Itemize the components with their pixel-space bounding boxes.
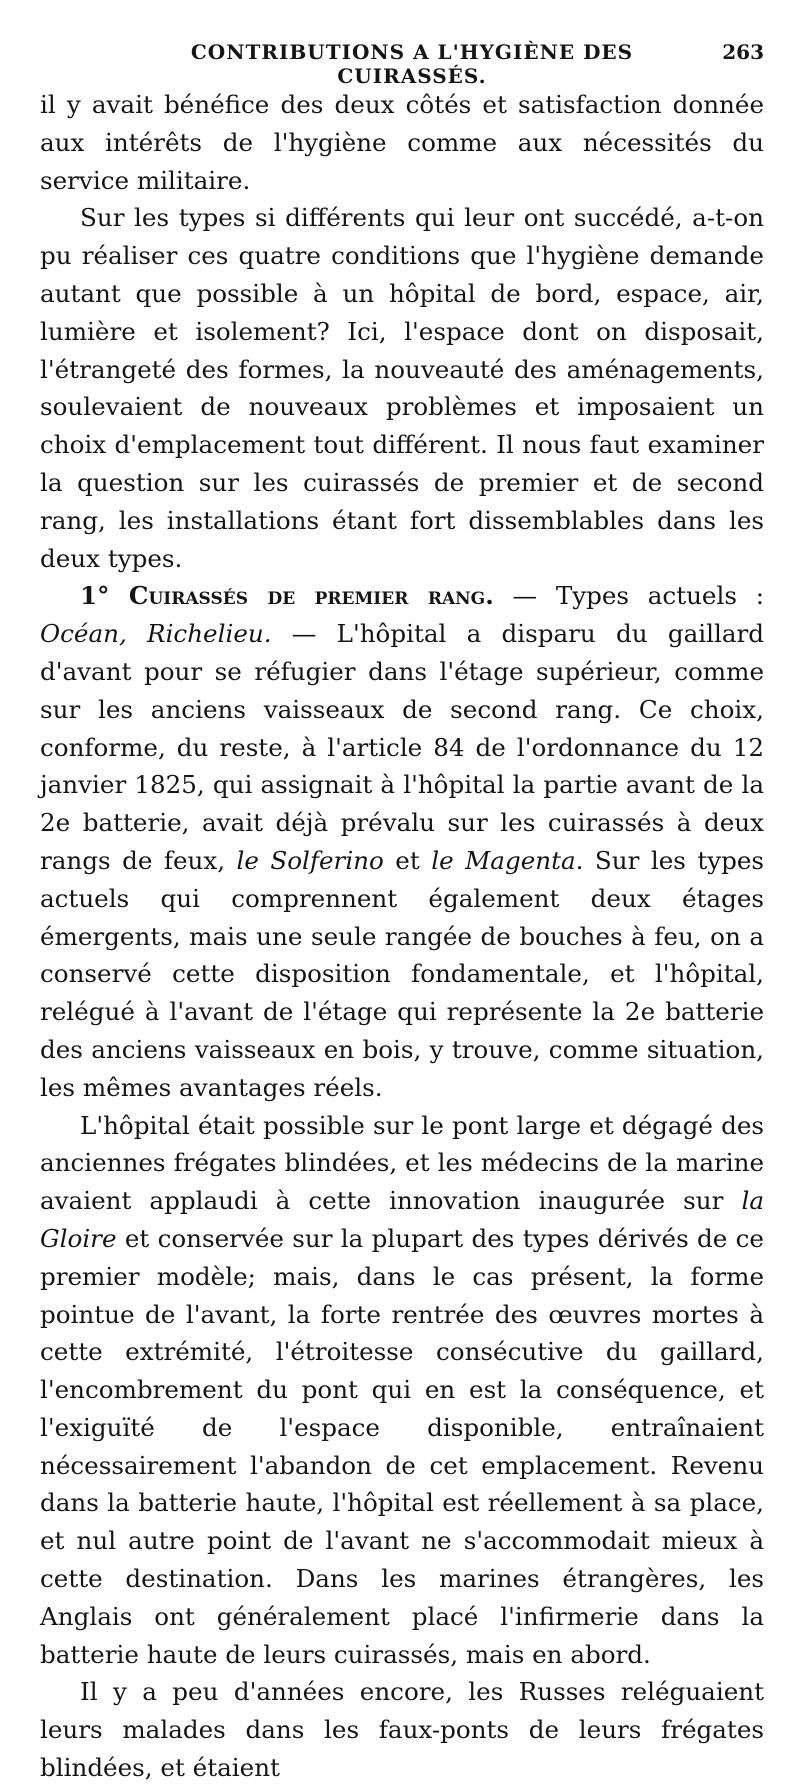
paragraph-3-text-1: — Types actuels : — [493, 581, 764, 611]
ship-name-gloire: la Gloire — [40, 1186, 764, 1253]
section-heading: 1° Cuirassés de premier rang. — [80, 581, 494, 611]
paragraph-5 — [40, 1673, 764, 1786]
ship-name-solferino: le Solferino — [236, 845, 384, 875]
paragraph-4 — [40, 1107, 764, 1674]
paragraph-2-text: Sur les types si différents qui leur ont succédé, a-t-on pu réaliser ces quatre conditions que l'hygiène demande autant que possible à un hôpital de bord, espace, air, lumière et isolement? Ici, l'espace dont on disposait, l'étrangeté des formes, la nouveauté des aménagements, soulevaient de nouveaux problèmes et imposaient un choix d'emplacement tout différent. Il nous faut examiner la question sur les cuirassés de premier et de second rang, les installations étant fort dissemblables dans les deux types. — [40, 203, 764, 573]
paragraph-3 — [40, 577, 764, 1106]
paragraph-3-text-4: . Sur les types actuels qui comprennent également deux étages émergents, mais une seule rangée de bouches à feu, on a conservé cette disposition fondamentale, et l'hôpital, relégué à l'avant de l'étage qui représente la 2e batterie des anciens vaisseaux en bois, y trouve, comme situation, les mêmes avantages réels. — [40, 845, 765, 1102]
paragraph-1 — [40, 86, 764, 199]
paragraph-1-text: il y avait bénéfice des deux côtés et satisfaction donnée aux intérêts de l'hygiène comme aux nécessités du service militaire. — [40, 90, 764, 195]
paragraph-3-text-2: — L'hôpital a disparu du gaillard d'avant pour se réfugier dans l'étage supérieur, comme sur les anciens vaisseaux de second rang. Ce choix, conforme, du reste, à l'article 84 de l'ordonnance du 12 janvier 1825, qui assignait à l'hôpital la partie avant de la 2e batterie, avait déjà prévalu sur les cuirassés à deux rangs de feux, — [40, 619, 764, 875]
paragraph-4-text-2: et conservée sur la plupart des types dérivés de ce premier modèle; mais, dans le cas présent, la forme pointue de l'avant, la forte rentrée des œuvres mortes à cette extrémité, l'étroitesse consécutive du gaillard, l'encombrement du pont qui en est la conséquence, et l'exiguïté de l'espace disponible, entraînaient nécessairement l'abandon de cet emplacement. Revenu dans la batterie haute, l'hôpital est réellement à sa place, et nul autre point de l'avant ne s'accommodait mieux à cette destination. Dans les marines étrangères, les Anglais ont généralement placé l'infirmerie dans la batterie haute de leurs cuirassés, mais en abord. — [40, 1223, 764, 1669]
body-text — [40, 86, 764, 1787]
paragraph-2 — [40, 199, 764, 577]
page-header — [40, 40, 764, 88]
paragraph-4-text-1: L'hôpital était possible sur le pont large et dégagé des anciennes frégates blindées, et les médecins de la marine avaient applaudi à cette innovation inaugurée sur — [40, 1110, 764, 1216]
paragraph-3-text-3: et — [383, 845, 432, 875]
page-number: 263 — [722, 40, 764, 64]
paragraph-5-text: Il y a peu d'années encore, les Russes reléguaient leurs malades dans les faux-ponts de leurs frégates blindées, et étaient — [40, 1677, 764, 1783]
ship-name-magenta: le Magenta — [431, 845, 576, 875]
ship-names-ocean-richelieu: Océan, Richelieu. — [40, 619, 272, 649]
running-title: CONTRIBUTIONS A L'HYGIÈNE DES CUIRASSÉS. — [190, 40, 634, 88]
